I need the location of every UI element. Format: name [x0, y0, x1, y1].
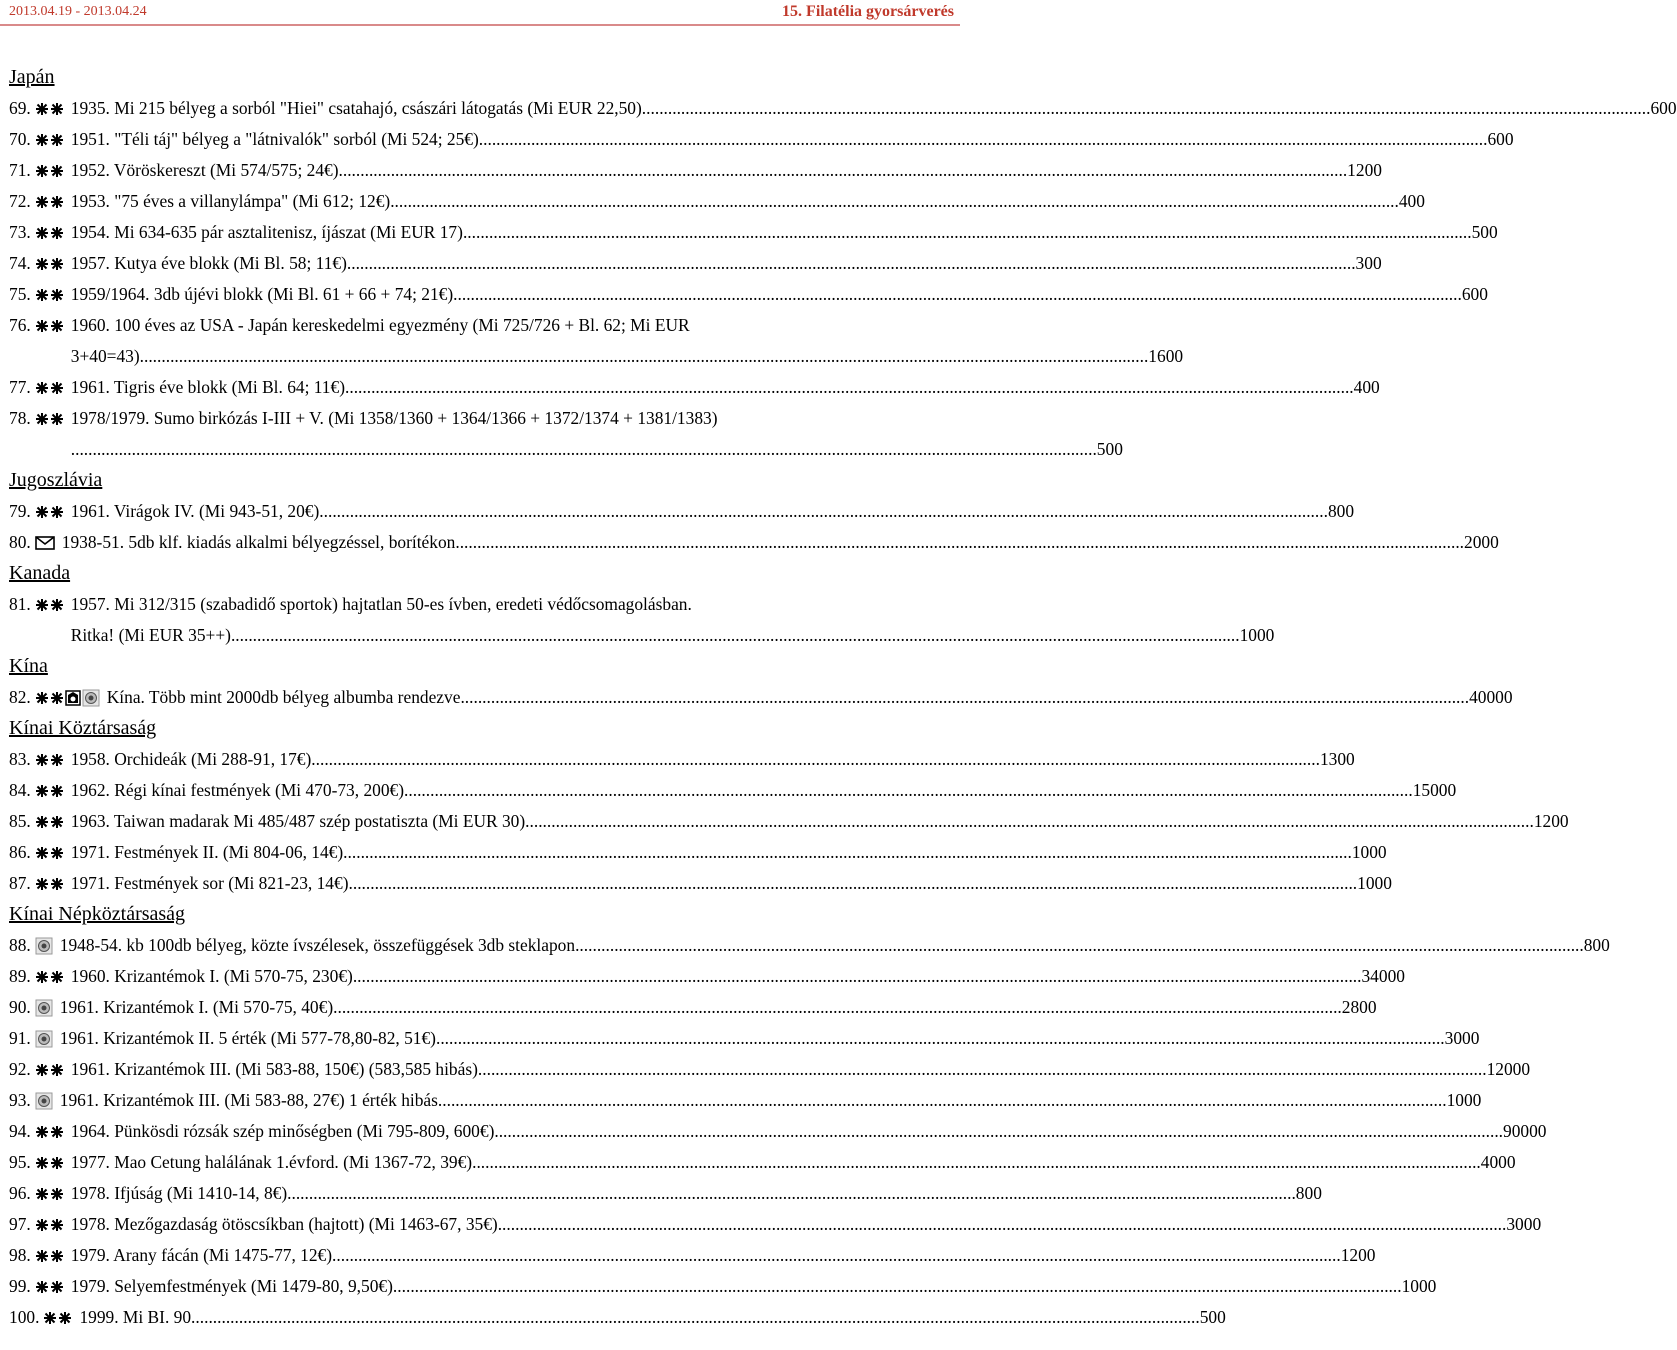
lot-price: 2800	[1341, 997, 1377, 1017]
lot-number: 81.	[9, 594, 31, 614]
lot-row	[0, 961, 1405, 992]
lot-description	[71, 310, 1183, 372]
lot-description	[60, 1023, 1480, 1054]
mint-never-hinged-icon	[35, 877, 65, 891]
dot-leader	[231, 620, 1240, 651]
lot-price: 1600	[1148, 346, 1184, 366]
dot-leader	[343, 837, 1352, 868]
lot-description	[71, 961, 1405, 992]
lot-number: 71.	[9, 160, 31, 180]
lot-text: 1979. Selyemfestmények (Mi 1479-80, 9,50€)	[70, 1276, 393, 1296]
condition-icons	[35, 1178, 65, 1209]
dot-leader	[525, 806, 1534, 837]
lot-number: 89.	[9, 966, 31, 986]
lot-price: 600	[1487, 129, 1514, 149]
dot-leader	[287, 1178, 1296, 1209]
lot-text: 1964. Pünkösdi rózsák szép minőségben (Mi 795-809, 600€)	[70, 1121, 495, 1141]
lot-description	[71, 868, 1392, 899]
lot-price: 300	[1355, 253, 1382, 273]
lot-row	[0, 1240, 1376, 1271]
mint-never-hinged-icon	[35, 288, 65, 302]
dot-leader	[455, 527, 1464, 558]
lot-price: 1300	[1319, 749, 1355, 769]
lot-number: 99.	[9, 1276, 31, 1296]
condition-icons	[35, 1085, 54, 1116]
lot-text: 1999. Mi BI. 90	[79, 1307, 192, 1327]
mint-never-hinged-icon	[35, 226, 65, 240]
lot-price: 3000	[1444, 1028, 1480, 1048]
condition-icons	[35, 403, 65, 434]
lot-number: 74.	[9, 253, 31, 273]
used-stamp-icon	[35, 999, 54, 1017]
condition-icons	[35, 124, 65, 155]
dot-leader	[353, 961, 1362, 992]
lot-price: 800	[1295, 1183, 1322, 1203]
condition-icons	[35, 1271, 65, 1302]
lot-price: 2000	[1464, 532, 1499, 552]
lot-row	[0, 496, 1355, 527]
mint-never-hinged-icon	[35, 1280, 65, 1294]
lot-text: 1961. Krizantémok III. (Mi 583-88, 27€) 1 érték hibás	[59, 1090, 438, 1110]
lot-row	[0, 868, 1392, 899]
lot-list	[0, 62, 1677, 1333]
lot-row	[0, 1147, 1516, 1178]
lot-text: 1959/1964. 3db újévi blokk (Mi Bl. 61 + 66 + 74; 21€)	[70, 284, 454, 304]
section-heading: Kanada	[9, 562, 71, 584]
lot-description	[71, 589, 1275, 651]
lot-text: 1957. Mi 312/315 (szabadidő sportok) hajtatlan 50-es ívben, eredeti védőcsomagolásban.	[70, 594, 692, 614]
dot-leader	[478, 1054, 1487, 1085]
mint-never-hinged-icon	[43, 1311, 73, 1325]
condition-icons	[35, 589, 65, 620]
lot-description	[60, 1085, 1482, 1116]
auction-dates: 2013.04.19 - 2013.04.24	[9, 4, 147, 19]
lot-row	[0, 310, 1184, 372]
lot-price: 500	[1471, 222, 1498, 242]
section-heading: Kínai Köztársaság	[9, 717, 157, 739]
lot-number: 69.	[9, 98, 31, 118]
lot-number: 90.	[9, 997, 31, 1017]
mint-never-hinged-icon	[35, 1125, 65, 1139]
lot-text: 1971. Festmények sor (Mi 821-23, 14€)	[70, 873, 349, 893]
dot-leader	[319, 496, 1328, 527]
lot-text: 1961. Krizantémok II. 5 érték (Mi 577-78,80-82, 51€)	[59, 1028, 436, 1048]
lot-text: 1963. Taiwan madarak Mi 485/487 szép postatiszta (Mi EUR 30)	[70, 811, 526, 831]
lot-text-continued: ....	[70, 439, 89, 459]
lot-row	[0, 1023, 1480, 1054]
lot-description	[71, 1240, 1376, 1271]
lot-text: 1953. "75 éves a villanylámpa" (Mi 612; 12€)	[70, 191, 391, 211]
mint-never-hinged-icon	[35, 846, 65, 860]
lot-price: 15000	[1412, 780, 1457, 800]
lot-row	[0, 1116, 1547, 1147]
condition-icons	[43, 1302, 73, 1333]
condition-icons	[35, 248, 65, 279]
condition-icons	[35, 806, 65, 837]
mint-never-hinged-icon	[35, 784, 65, 798]
dot-leader	[332, 1240, 1341, 1271]
condition-icons	[35, 1023, 54, 1054]
lot-text: 1954. Mi 634-635 pár asztalitenisz, íjászat (Mi EUR 17)	[70, 222, 463, 242]
lot-text: 1938-51. 5db klf. kiadás alkalmi bélyegzéssel, borítékon	[61, 532, 456, 552]
condition-icons	[35, 1240, 65, 1271]
dot-leader	[390, 186, 1399, 217]
dot-leader	[333, 992, 1342, 1023]
mint-never-hinged-icon	[35, 505, 65, 519]
lot-row	[0, 403, 1123, 465]
lot-text: 1978/1979. Sumo birkózás I-III + V. (Mi 1358/1360 + 1364/1366 + 1372/1374 + 1381/1383)	[70, 408, 718, 428]
lot-description	[60, 992, 1377, 1023]
condition-icons	[35, 1209, 65, 1240]
lot-number: 92.	[9, 1059, 31, 1079]
lot-number: 77.	[9, 377, 31, 397]
lot-row	[0, 1054, 1531, 1085]
lot-price: 500	[1096, 439, 1123, 459]
lot-row	[0, 1085, 1482, 1116]
section-heading: Kína	[9, 655, 48, 677]
condition-icons	[35, 93, 65, 124]
lot-description	[71, 837, 1387, 868]
mint-never-hinged-icon	[35, 319, 65, 333]
condition-icons	[35, 217, 65, 248]
lot-text: 1961. Krizantémok I. (Mi 570-75, 40€)	[59, 997, 334, 1017]
dot-leader	[479, 124, 1488, 155]
lot-price: 400	[1353, 377, 1380, 397]
mint-never-hinged-icon	[35, 815, 65, 829]
lot-number: 93.	[9, 1090, 31, 1110]
lot-description	[71, 496, 1354, 527]
dot-leader	[463, 217, 1472, 248]
lot-row	[0, 1271, 1437, 1302]
lot-price: 1200	[1347, 160, 1382, 180]
mint-never-hinged-icon	[35, 412, 65, 426]
lot-row	[0, 186, 1425, 217]
lot-row	[0, 682, 1513, 713]
condition-icons	[35, 1054, 65, 1085]
lot-row	[0, 527, 1499, 558]
lot-text: 1958. Orchideák (Mi 288-91, 17€)	[70, 749, 312, 769]
lot-row	[0, 837, 1387, 868]
lot-number: 91.	[9, 1028, 31, 1048]
section-heading: Japán	[9, 66, 55, 88]
lot-number: 79.	[9, 501, 31, 521]
lot-number: 70.	[9, 129, 31, 149]
condition-icons	[35, 155, 65, 186]
condition-icons	[35, 744, 65, 775]
dot-leader	[575, 930, 1584, 961]
dot-leader	[453, 279, 1462, 310]
lot-number: 96.	[9, 1183, 31, 1203]
lot-row	[0, 992, 1377, 1023]
lot-text: 1977. Mao Cetung halálának 1.évford. (Mi 1367-72, 39€)	[70, 1152, 473, 1172]
lot-number: 88.	[9, 935, 31, 955]
lot-text: Kína. Több mint 2000db bélyeg albumba rendezve	[106, 687, 461, 707]
dot-leader	[494, 1116, 1503, 1147]
lot-text-continued: 3+40=43)	[70, 346, 140, 366]
lot-price: 40000	[1469, 687, 1513, 707]
lot-row	[0, 372, 1380, 403]
dot-leader	[404, 775, 1413, 806]
lot-description	[71, 155, 1382, 186]
lot-price: 500	[1199, 1307, 1226, 1327]
lot-text: 1952. Vöröskereszt (Mi 574/575; 24€)	[70, 160, 339, 180]
lot-description	[71, 372, 1380, 403]
lot-text: 1960. Krizantémok I. (Mi 570-75, 230€)	[70, 966, 353, 986]
lot-description	[71, 1271, 1437, 1302]
lot-price: 4000	[1480, 1152, 1516, 1172]
mint-never-hinged-icon	[35, 195, 65, 209]
dot-leader	[436, 1023, 1445, 1054]
lot-price: 1000	[1351, 842, 1387, 862]
lot-text: 1960. 100 éves az USA - Japán kereskedelmi egyezmény (Mi 725/726 + Bl. 62; Mi EUR	[70, 315, 690, 335]
lot-description	[71, 186, 1425, 217]
lot-description	[71, 1209, 1541, 1240]
lot-description	[71, 124, 1514, 155]
condition-icons	[35, 868, 65, 899]
dot-leader	[349, 868, 1358, 899]
lot-description	[71, 744, 1355, 775]
auction-title: 15. Filatélia gyorsárverés	[782, 3, 954, 20]
lot-number: 76.	[9, 315, 31, 335]
lot-row	[0, 1209, 1542, 1240]
hinged-stamp-icon	[65, 690, 82, 706]
lot-price: 1000	[1401, 1276, 1437, 1296]
lot-row	[0, 1302, 1226, 1333]
lot-description	[71, 403, 1123, 465]
lot-number: 97.	[9, 1214, 31, 1234]
lot-row	[0, 217, 1498, 248]
dot-leader	[345, 372, 1354, 403]
lot-description	[71, 217, 1498, 248]
dot-leader	[140, 341, 1149, 372]
lot-number: 85.	[9, 811, 31, 831]
mint-never-hinged-icon	[35, 164, 65, 178]
lot-price: 1000	[1446, 1090, 1482, 1110]
condition-icons	[35, 279, 65, 310]
lot-price: 12000	[1486, 1059, 1531, 1079]
lot-number: 94.	[9, 1121, 31, 1141]
condition-icons	[35, 496, 65, 527]
lot-number: 80.	[9, 532, 31, 552]
lot-description	[71, 279, 1488, 310]
lot-number: 100.	[9, 1307, 40, 1327]
envelope-icon	[35, 535, 56, 551]
lot-row	[0, 744, 1355, 775]
mint-never-hinged-icon	[35, 1187, 65, 1201]
lot-row	[0, 93, 1677, 124]
lot-description	[71, 775, 1456, 806]
lot-description	[60, 930, 1610, 961]
condition-icons	[35, 961, 65, 992]
used-stamp-icon	[35, 1030, 54, 1048]
lot-text: 1979. Arany fácán (Mi 1475-77, 12€)	[70, 1245, 333, 1265]
condition-icons	[35, 992, 54, 1023]
lot-price: 1000	[1357, 873, 1392, 893]
header-divider	[0, 24, 960, 26]
lot-description	[71, 1116, 1547, 1147]
lot-row	[0, 248, 1382, 279]
dot-leader	[311, 744, 1320, 775]
lot-price: 600	[1650, 98, 1677, 118]
lot-description	[71, 248, 1382, 279]
lot-price: 800	[1327, 501, 1355, 521]
lot-text: 1961. Virágok IV. (Mi 943-51, 20€)	[70, 501, 320, 521]
mint-never-hinged-icon	[35, 598, 65, 612]
mint-never-hinged-icon	[35, 1249, 65, 1263]
lot-number: 87.	[9, 873, 31, 893]
lot-number: 83.	[9, 749, 31, 769]
lot-row	[0, 279, 1488, 310]
lot-row	[0, 806, 1569, 837]
dot-leader	[88, 434, 1097, 465]
condition-icons	[35, 775, 65, 806]
dot-leader	[339, 155, 1348, 186]
lot-text: 1935. Mi 215 bélyeg a sorból "Hiei" csatahajó, császári látogatás (Mi EUR 22,50)	[70, 98, 642, 118]
lot-description	[107, 682, 1513, 713]
condition-icons	[35, 527, 56, 558]
lot-description	[62, 527, 1499, 558]
lot-text: 1948-54. kb 100db bélyeg, közte ívszélesek, összefüggések 3db steklapon	[59, 935, 576, 955]
dot-leader	[191, 1302, 1200, 1333]
condition-icons	[35, 372, 65, 403]
lot-text-continued: Ritka! (Mi EUR 35++)	[70, 625, 231, 645]
mint-never-hinged-icon	[35, 102, 65, 116]
lot-row	[0, 930, 1610, 961]
lot-number: 98.	[9, 1245, 31, 1265]
lot-description	[71, 806, 1569, 837]
lot-price: 1200	[1340, 1245, 1376, 1265]
dot-leader	[347, 248, 1356, 279]
lot-row	[0, 775, 1457, 806]
lot-row	[0, 124, 1514, 155]
used-stamp-icon	[35, 1092, 54, 1110]
page-header	[0, 0, 960, 27]
lot-text: 1962. Régi kínai festmények (Mi 470-73, 200€)	[70, 780, 405, 800]
lot-row	[0, 1178, 1322, 1209]
mint-never-hinged-icon	[35, 1156, 65, 1170]
lot-text: 1971. Festmények II. (Mi 804-06, 14€)	[70, 842, 344, 862]
lot-number: 73.	[9, 222, 31, 242]
lot-number: 75.	[9, 284, 31, 304]
lot-description	[71, 1178, 1322, 1209]
mint-never-hinged-icon	[35, 133, 65, 147]
lot-price: 3000	[1506, 1214, 1542, 1234]
condition-icons	[35, 837, 65, 868]
condition-icons	[35, 310, 65, 341]
lot-text: 1961. Tigris éve blokk (Mi Bl. 64; 11€)	[70, 377, 345, 397]
condition-icons	[35, 682, 101, 713]
section-heading: Jugoszlávia	[9, 469, 103, 491]
lot-description	[71, 1147, 1516, 1178]
lot-description	[79, 1302, 1225, 1333]
lot-price: 1000	[1239, 625, 1275, 645]
condition-icons	[35, 1116, 65, 1147]
dot-leader	[438, 1085, 1447, 1116]
mint-never-hinged-icon	[35, 1218, 65, 1232]
lot-description	[71, 1054, 1530, 1085]
mint-never-hinged-icon	[35, 381, 65, 395]
used-stamp-icon	[35, 937, 54, 955]
lot-text: 1957. Kutya éve blokk (Mi Bl. 58; 11€)	[70, 253, 347, 273]
lot-text: 1951. "Téli táj" bélyeg a "látnivalók" sorból (Mi 524; 25€)	[70, 129, 479, 149]
lot-price: 800	[1583, 935, 1610, 955]
lot-price: 90000	[1503, 1121, 1547, 1141]
mint-never-hinged-icon	[35, 257, 65, 271]
dot-leader	[393, 1271, 1402, 1302]
condition-icons	[35, 930, 54, 961]
lot-number: 84.	[9, 780, 31, 800]
lot-number: 95.	[9, 1152, 31, 1172]
mint-never-hinged-icon	[35, 691, 65, 705]
condition-icons	[35, 1147, 65, 1178]
mint-never-hinged-icon	[35, 1063, 65, 1077]
lot-text: 1978. Ifjúság (Mi 1410-14, 8€)	[70, 1183, 288, 1203]
lot-price: 400	[1398, 191, 1425, 211]
dot-leader	[498, 1209, 1507, 1240]
dot-leader	[472, 1147, 1481, 1178]
mint-never-hinged-icon	[35, 753, 65, 767]
section-heading: Kínai Népköztársaság	[9, 903, 186, 925]
lot-description	[71, 93, 1677, 124]
lot-row	[0, 155, 1382, 186]
used-stamp-icon	[82, 689, 101, 707]
lot-number: 72.	[9, 191, 31, 211]
lot-number: 86.	[9, 842, 31, 862]
lot-price: 600	[1461, 284, 1488, 304]
lot-row	[0, 589, 1275, 651]
condition-icons	[35, 186, 65, 217]
lot-text: 1961. Krizantémok III. (Mi 583-88, 150€) (583,585 hibás)	[70, 1059, 478, 1079]
lot-text: 1978. Mezőgazdaság ötöscsíkban (hajtott) (Mi 1463-67, 35€)	[70, 1214, 498, 1234]
lot-price: 34000	[1361, 966, 1405, 986]
dot-leader	[460, 682, 1469, 713]
lot-number: 78.	[9, 408, 31, 428]
lot-price: 1200	[1533, 811, 1569, 831]
mint-never-hinged-icon	[35, 970, 65, 984]
lot-number: 82.	[9, 687, 31, 707]
dot-leader	[642, 93, 1651, 124]
